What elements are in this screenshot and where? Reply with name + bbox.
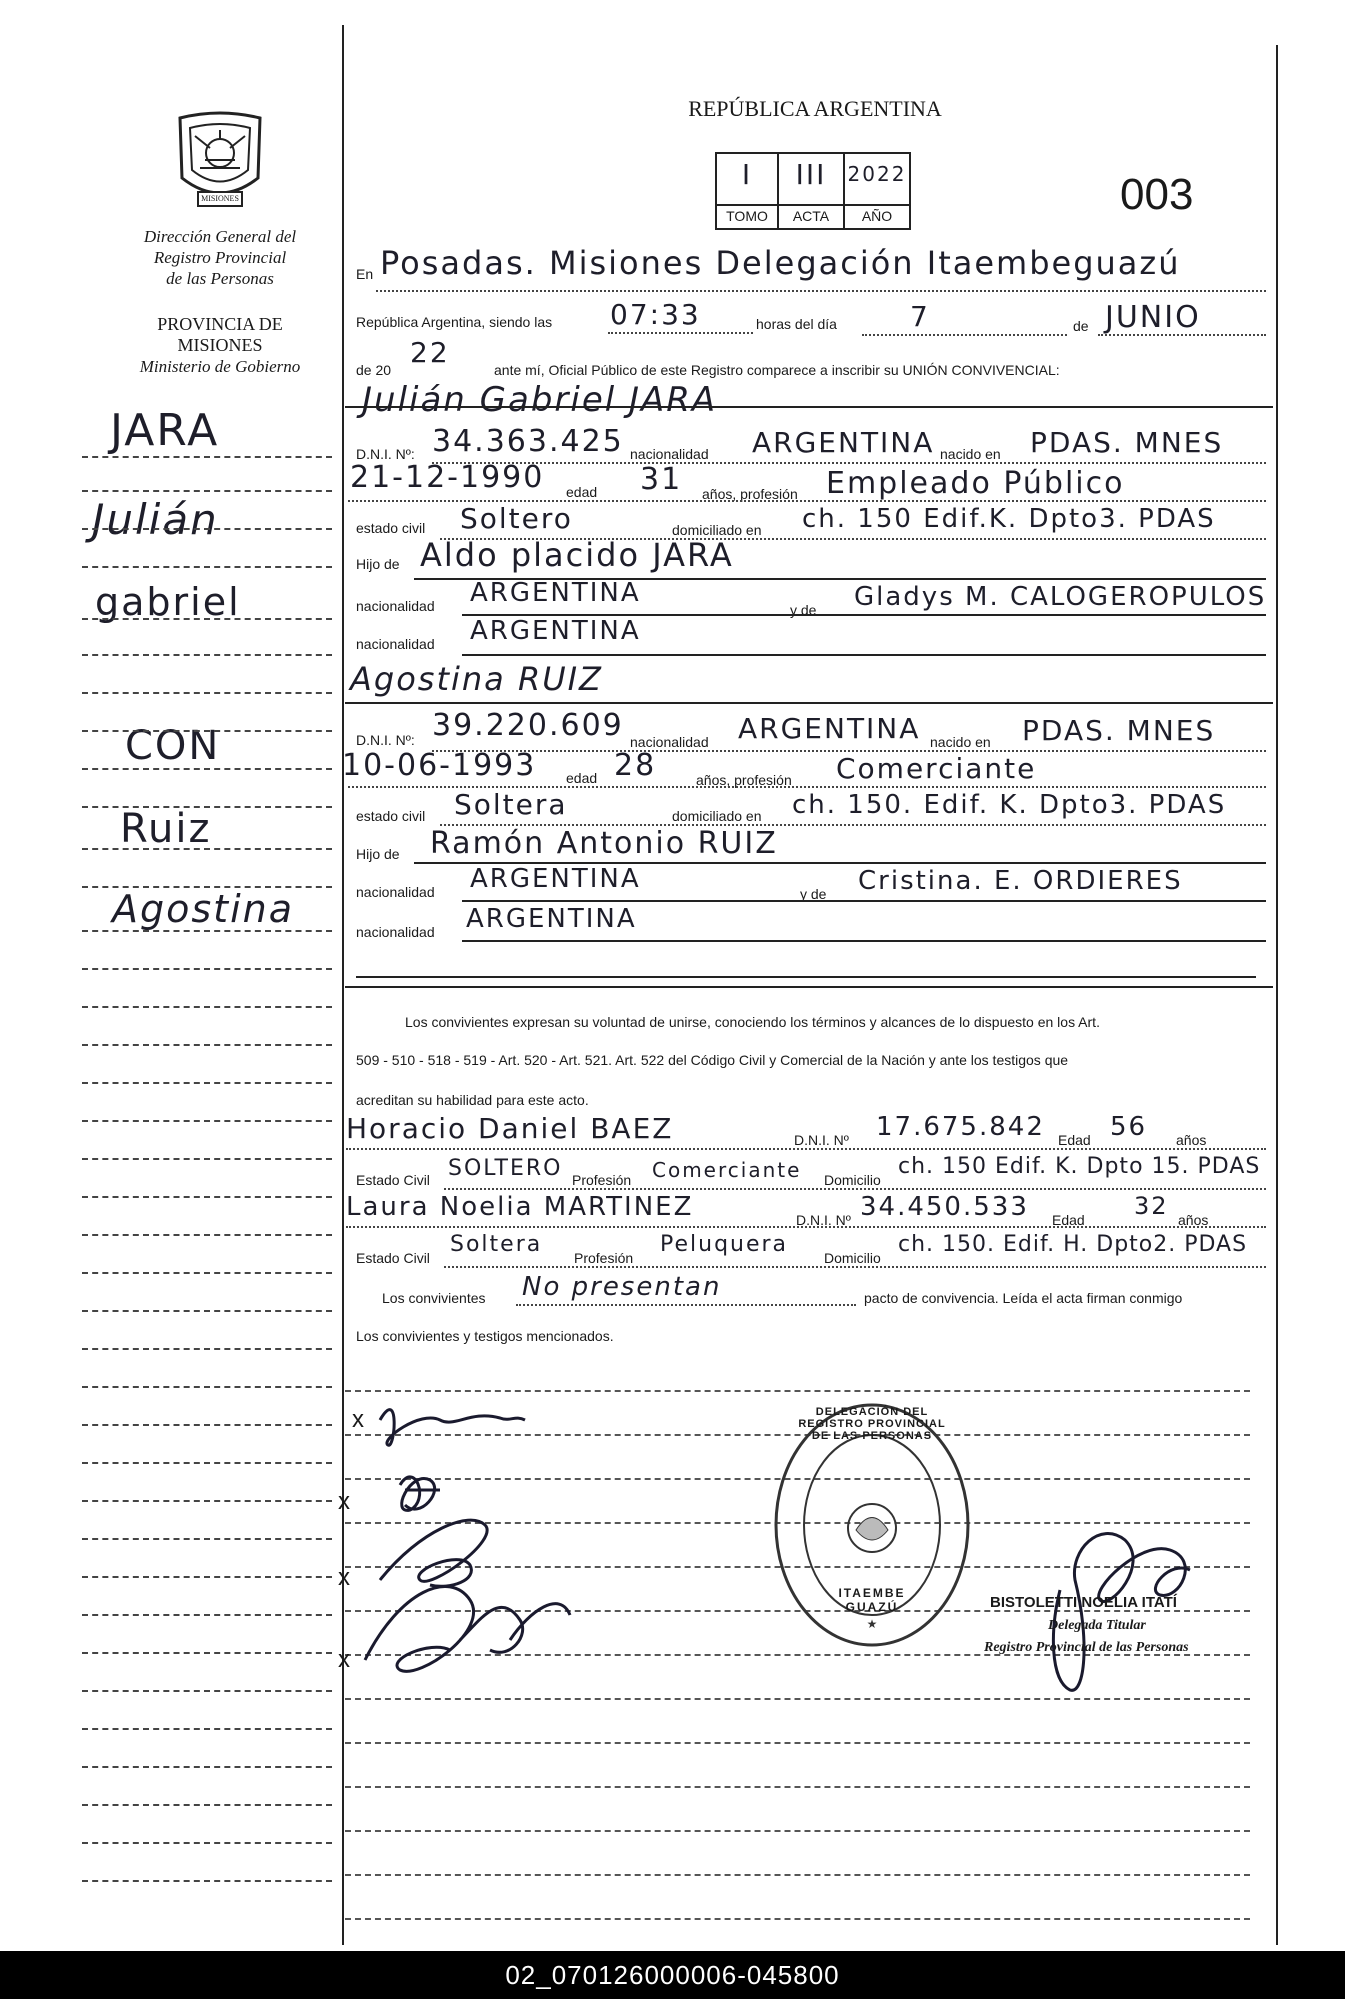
witness2-civil: Soltera: [450, 1232, 543, 1257]
witness1-prof-label: Profesión: [572, 1172, 632, 1188]
person2-dni: 39.220.609: [432, 708, 624, 743]
officer-role: Delegada Titular: [1048, 1618, 1146, 1633]
person2-father-nat-label: nacionalidad: [356, 884, 435, 900]
intro-text: ante mí, Oficial Público de este Registro comparece a inscribir su UNIÓN CONVIVENCIAL:: [494, 362, 1060, 378]
person1-father-nat: ARGENTINA: [470, 578, 641, 608]
anio-label: AÑO: [861, 208, 893, 224]
org-name: [110, 226, 330, 289]
signature-mark-2: x: [338, 1488, 350, 1515]
witness2-dni: 34.450.533: [860, 1192, 1029, 1222]
anio-value: 2022: [847, 162, 907, 186]
person1-dni-label: D.N.I. Nº:: [356, 446, 415, 462]
person2-edad-label: edad: [566, 770, 598, 786]
org-line-1: Dirección General del: [143, 227, 297, 246]
year-prefix: de 20: [356, 362, 392, 378]
person1-mother-nat: ARGENTINA: [470, 616, 641, 646]
person2-mother-nat-label: nacionalidad: [356, 924, 435, 940]
person1-mother-nat-label: nacionalidad: [356, 636, 435, 652]
officer-name: BISTOLETTI NOELIA ITATÍ: [990, 1594, 1177, 1611]
closing-conv-label: Los convivientes: [382, 1290, 486, 1306]
person2-birth-date: 10-06-1993: [342, 748, 537, 783]
province-line-1: PROVINCIA DE: [157, 314, 283, 334]
tomo-label: TOMO: [726, 208, 768, 224]
seal-text: MISIONES: [201, 194, 239, 203]
margin-name-2: Julián: [92, 495, 219, 544]
person2-dom-label: domiciliado en: [672, 808, 762, 824]
stamp-outer-text: DELEGACIÓN DEL REGISTRO PROVINCIAL DE LAS PERSONAS: [798, 1406, 946, 1442]
witness2-age: 32: [1134, 1192, 1169, 1220]
witness1-dni: 17.675.842: [876, 1112, 1045, 1142]
footer-bar: [0, 1951, 1345, 1999]
officer-signature: [1030, 1480, 1230, 1700]
witness1-address: ch. 150 Edif. K. Dpto 15. PDAS: [898, 1154, 1261, 1179]
person1-anos-label: años, profesión: [702, 486, 798, 502]
person2-name: Agostina RUIZ: [350, 660, 603, 698]
province-block: [110, 314, 330, 377]
org-line-3: de las Personas: [166, 269, 274, 288]
person2-father-nat: ARGENTINA: [470, 864, 641, 894]
right-margin-rule: [1276, 45, 1278, 1945]
person2-civil-status: Soltera: [454, 788, 568, 821]
witness2-civil-label: Estado Civil: [356, 1250, 430, 1266]
person2-mother-nat: ARGENTINA: [466, 904, 637, 934]
person1-mother: Gladys M. CALOGEROPULOS: [854, 582, 1267, 612]
witness1-anos-label: años: [1176, 1132, 1207, 1148]
signature-mark-1: x: [352, 1406, 364, 1433]
witness1-name: Horacio Daniel BAEZ: [346, 1112, 674, 1145]
witness2-prof-label: Profesión: [574, 1250, 634, 1266]
margin-name-4: CON: [125, 723, 221, 769]
person2-mother: Cristina. E. ORDIERES: [858, 866, 1183, 896]
person1-birth-date: 21-12-1990: [350, 460, 545, 495]
person2-profession: Comerciante: [836, 752, 1037, 785]
statement-line-2: 509 - 510 - 518 - 519 - Art. 520 - Art. 521. Art. 522 del Código Civil y Comercial de la Nación y ante los testigos que: [356, 1052, 1069, 1068]
person1-dom-label: domiciliado en: [672, 522, 762, 538]
person1-edad-label: edad: [566, 484, 598, 500]
footer-code: 02_070126000006-045800: [505, 1960, 840, 1990]
person1-civil-label: estado civil: [356, 520, 426, 536]
witness2-address: ch. 150. Edif. H. Dpto2. PDAS: [898, 1232, 1248, 1257]
person2-born-in: PDAS. MNES: [1022, 714, 1216, 747]
closing-pact-text: pacto de convivencia. Leída el acta firman conmigo: [864, 1290, 1183, 1306]
misiones-seal-logo: [170, 108, 270, 213]
witness1-edad-label: Edad: [1058, 1132, 1091, 1148]
witness1-civil-label: Estado Civil: [356, 1172, 430, 1188]
rep-label: República Argentina, siendo las: [356, 314, 553, 330]
witness2-dni-label: D.N.I. Nº: [796, 1212, 851, 1228]
signature-scribbles: [360, 1390, 600, 1720]
person1-nac-label: nacionalidad: [630, 446, 709, 462]
margin-name-5: Ruiz: [120, 806, 212, 852]
person2-nationality: ARGENTINA: [738, 712, 921, 745]
person1-yde-label: y de: [790, 602, 817, 618]
tomo-acta-anio-box: [715, 152, 911, 230]
person2-nacido-label: nacido en: [930, 734, 991, 750]
act-day: 7: [910, 300, 930, 333]
witness1-civil: SOLTERO: [448, 1156, 563, 1181]
witness1-dni-label: D.N.I. Nº: [794, 1132, 849, 1148]
person1-father-nat-label: nacionalidad: [356, 598, 435, 614]
margin-name-3: gabriel: [95, 580, 241, 624]
page-number: 003: [1120, 170, 1194, 219]
person2-hijo-label: Hijo de: [356, 846, 400, 862]
ministry-line: Ministerio de Gobierno: [139, 357, 301, 376]
person1-nacido-label: nacido en: [940, 446, 1001, 462]
en-label: En: [356, 266, 374, 282]
year-suffix: 22: [410, 336, 450, 369]
person1-name: Julián Gabriel JARA: [362, 380, 718, 420]
witness2-anos-label: años: [1178, 1212, 1209, 1228]
witness2-edad-label: Edad: [1052, 1212, 1085, 1228]
tomo-value: I: [741, 158, 753, 191]
person2-dni-label: D.N.I. Nº:: [356, 732, 415, 748]
de-label: de: [1073, 318, 1089, 334]
person1-nationality: ARGENTINA: [752, 426, 935, 459]
act-place: Posadas. Misiones Delegación Itaembeguazú: [380, 244, 1181, 282]
acta-value: III: [795, 158, 827, 191]
person2-address: ch. 150. Edif. K. Dpto3. PDAS: [792, 790, 1227, 820]
country-title: REPÚBLICA ARGENTINA: [688, 96, 942, 121]
person2-anos-label: años, profesión: [696, 772, 792, 788]
margin-name-6: Agostina: [112, 887, 294, 931]
person1-civil-status: Soltero: [460, 502, 573, 535]
officer-org: Registro Provincial de las Personas: [984, 1640, 1189, 1655]
person1-profession: Empleado Público: [826, 466, 1125, 501]
statement-line-3: acreditan su habilidad para este acto.: [356, 1092, 589, 1108]
witness2-name: Laura Noelia MARTINEZ: [346, 1192, 694, 1222]
margin-name-1: JARA: [110, 405, 220, 456]
witness1-profession: Comerciante: [652, 1158, 802, 1182]
person2-father: Ramón Antonio RUIZ: [430, 826, 778, 861]
person2-civil-label: estado civil: [356, 808, 426, 824]
person1-address: ch. 150 Edif.K. Dpto3. PDAS: [802, 504, 1216, 534]
closing-line-2: Los convivientes y testigos mencionados.: [356, 1328, 614, 1344]
stamp-inner-text: ITAEMBE GUAZÚ: [838, 1586, 906, 1614]
person1-dni: 34.363.425: [432, 424, 624, 459]
registry-stamp: [772, 1400, 972, 1650]
witness1-age: 56: [1110, 1112, 1148, 1142]
person1-age: 31: [640, 462, 683, 497]
person1-hijo-label: Hijo de: [356, 556, 400, 572]
witness1-dom-label: Domicilio: [824, 1172, 881, 1188]
acta-label: ACTA: [792, 208, 830, 224]
signature-mark-4: x: [338, 1646, 350, 1673]
person1-father: Aldo placido JARA: [420, 536, 734, 574]
person2-nac-label: nacionalidad: [630, 734, 709, 750]
act-time: 07:33: [610, 298, 701, 331]
statement-line-1: Los convivientes expresan su voluntad de unirse, conociendo los términos y alcances de lo dispuesto en los Art.: [405, 1014, 1100, 1030]
witness2-dom-label: Domicilio: [824, 1250, 881, 1266]
svg-text:★: ★: [866, 1617, 878, 1631]
org-line-2: Registro Provincial: [153, 248, 287, 267]
closing-pact: No presentan: [522, 1272, 722, 1302]
province-line-2: MISIONES: [177, 335, 263, 355]
person2-yde-label: y de: [800, 886, 827, 902]
witness2-profession: Peluquera: [660, 1232, 789, 1257]
horas-label: horas del día: [756, 316, 837, 332]
person2-age: 28: [614, 748, 657, 783]
person1-born-in: PDAS. MNES: [1030, 426, 1224, 459]
act-month: JUNIO: [1105, 300, 1201, 335]
signature-mark-3: x: [338, 1564, 350, 1591]
